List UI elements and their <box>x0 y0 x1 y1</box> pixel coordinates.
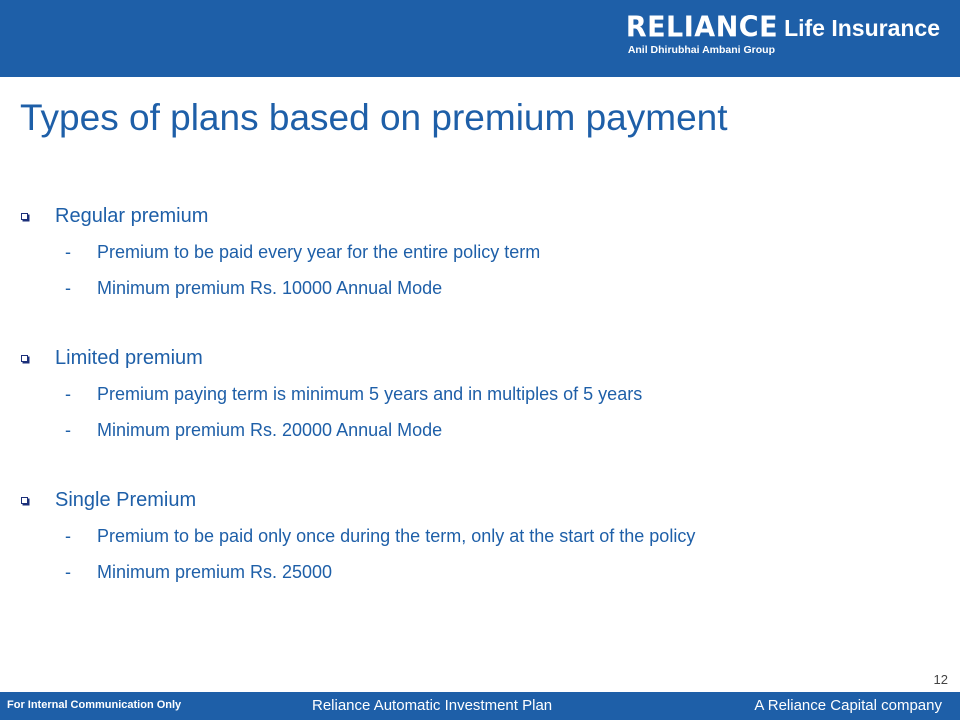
logo-suffix: Life Insurance <box>784 15 940 41</box>
sub-item <box>0 420 960 442</box>
square-bullet-icon <box>21 497 28 504</box>
sub-item <box>0 242 960 264</box>
logo-group: Anil Dhirubhai Ambani Group <box>627 44 776 56</box>
footer-plan-name: Reliance Automatic Investment Plan <box>312 697 553 714</box>
logo-brand: RELIANCE <box>625 11 779 44</box>
dash-bullet: - <box>65 242 71 262</box>
dash-bullet: - <box>65 384 71 404</box>
section-heading-row <box>0 205 960 229</box>
footer-bar <box>0 692 960 720</box>
square-bullet-icon <box>21 355 28 362</box>
dash-bullet: - <box>65 278 71 298</box>
header-bar <box>0 0 960 77</box>
section-heading-row <box>0 347 960 371</box>
square-bullet-icon <box>21 213 28 220</box>
page-number: 12 <box>933 672 948 687</box>
section-heading: Regular premium <box>55 205 209 227</box>
dash-bullet: - <box>65 526 71 546</box>
reliance-logo <box>626 12 940 64</box>
sub-item <box>0 384 960 406</box>
sub-item-text: Minimum premium Rs. 25000 <box>97 562 333 582</box>
section-heading: Single Premium <box>55 489 197 511</box>
sub-item <box>0 562 960 584</box>
sub-item-text: Premium to be paid only once during the term, only at the start of the policy <box>97 526 696 546</box>
footer-confidentiality-note: For Internal Communication Only <box>7 699 182 711</box>
dash-bullet: - <box>65 562 71 582</box>
sub-item-text: Premium to be paid every year for the entire policy term <box>97 242 541 262</box>
sub-item-text: Premium paying term is minimum 5 years and in multiples of 5 years <box>97 384 643 404</box>
slide-title: Types of plans based on premium payment <box>20 97 728 138</box>
sub-item-text: Minimum premium Rs. 20000 Annual Mode <box>97 420 443 440</box>
dash-bullet: - <box>65 420 71 440</box>
section-heading: Limited premium <box>55 347 203 369</box>
sub-item-text: Minimum premium Rs. 10000 Annual Mode <box>97 278 443 298</box>
sub-item <box>0 526 960 548</box>
footer-company: A Reliance Capital company <box>754 697 942 714</box>
section-heading-row <box>0 489 960 513</box>
sub-item <box>0 278 960 300</box>
